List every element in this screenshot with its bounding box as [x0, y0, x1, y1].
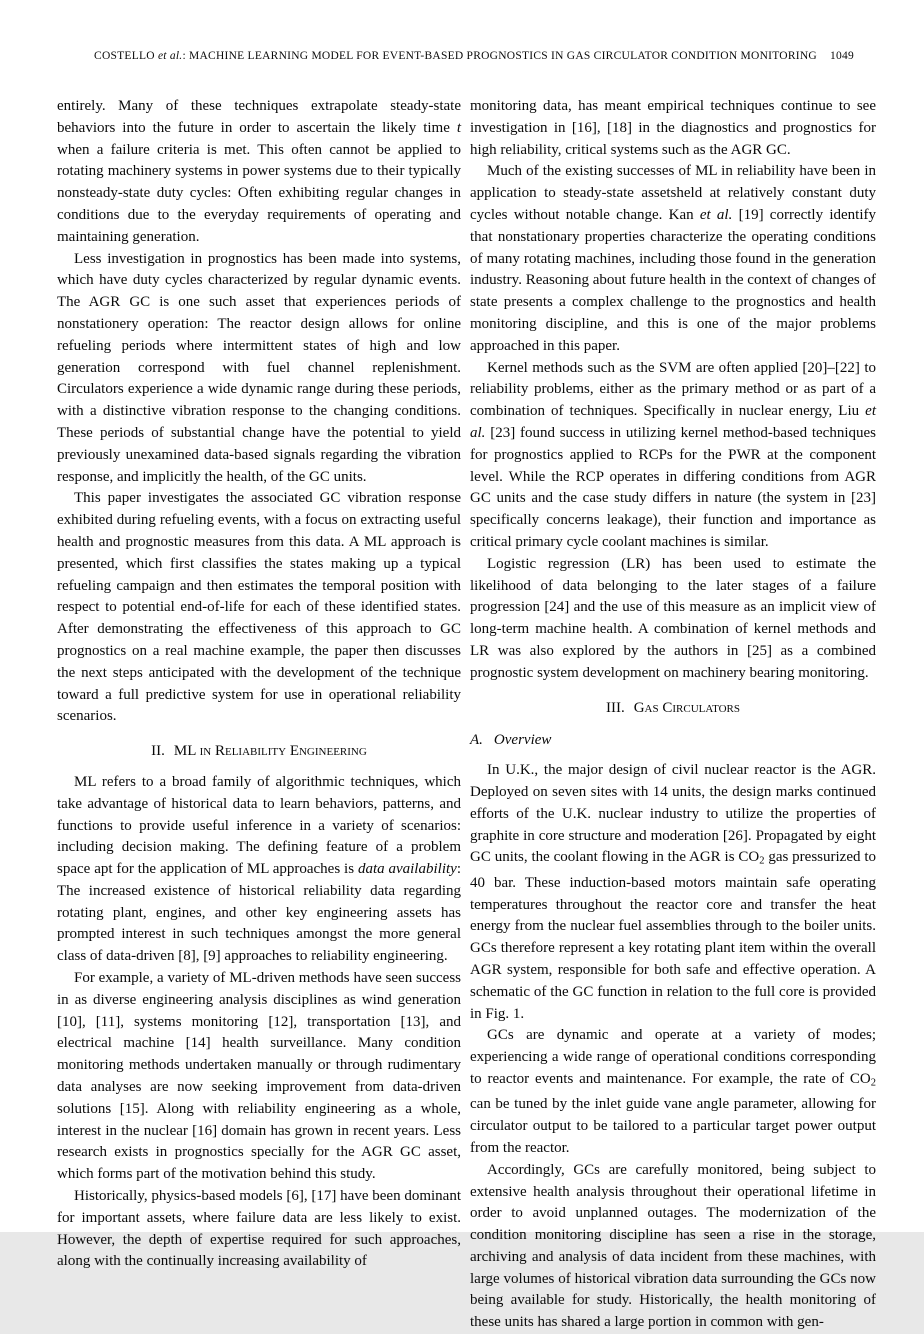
paragraph: This paper investigates the associated GC vibration response exhibited during refueling events, with a focus on extracting useful health and prognostic measures from this data. A ML approach is presented, which first classifies the states making up a typical refueling campaign and then estimates the temporal position with respect to potential end-of-life for each of these identified states. After demonstrating the effectiveness of this approach to GC prognostics on a real machine example, the paper then discusses the next steps anticipated with the development of the technique toward a full predictive system for use in operational reliability scenarios. [57, 490, 461, 725]
paragraph: Much of the existing successes of ML in reliability have been in application to steady-state assetsheld at relatively constant duty cycles without notable change. Kan et al. [19] correctly identify that nonstationary properties characterize the operating conditions of many rotating machines, including those found in the generation industry. Reasoning about future health in the context of changes of state presents a complex challenge to the prognostics and health monitoring discipline, and this is one of the major problems approached in this paper. [470, 163, 877, 354]
section-heading-iii [470, 698, 876, 720]
section-title: ML in Reliability Engineering [173, 743, 367, 760]
paragraph: GCs are dynamic and operate at a variety of modes; experiencing a wide range of operational conditions corresponding to reactor events and maintenance. For example, the rate of CO2 can be tuned by the inlet guide vane angle parameter, allowing for circulator output to be tailored to a particular target power output from the reactor. [470, 1027, 876, 1156]
paragraph: Historically, physics-based models [6], [17] have been dominant for important assets, where failure data are less likely to exist. However, the depth of expertise required for such approaches, along with the continually increasing availability of [57, 1188, 461, 1270]
subsection-heading-a [470, 730, 876, 752]
section-heading-ii [57, 741, 461, 763]
section-number: II. [151, 743, 165, 760]
column-right [470, 96, 876, 1334]
paragraph: Logistic regression (LR) has been used to estimate the likelihood of data belonging to the later stages of a failure progression [24] and the use of this measure as an implicit view of long-term machine health. A combination of kernel methods and LR was also explored by the authors in [25] as a combined prognostic system development on machinery bearing monitoring. [470, 555, 876, 681]
running-header-title: COSTELLO et al.: MACHINE LEARNING MODEL FOR EVENT-BASED PROGNOSTICS IN GAS CIRCULATOR CONDITION MONITORING [94, 50, 817, 62]
paragraph: ML refers to a broad family of algorithmic techniques, which take advantage of historical data to learn behaviors, patterns, and functions to provide useful inference in a variety of scenarios: including decision making. The defining feature of a problem space apt for the application of ML approaches is data availability: The increased existence of historical reliability data regarding rotating plant, engines, and other key engineering assets has prompted interest in such techniques amongst the more general class of data-driven [8], [9] approaches to reliability engineering. [57, 773, 461, 965]
running-header [57, 50, 854, 65]
page-number: 1049 [830, 50, 854, 62]
section-number: III. [605, 699, 625, 716]
paragraph: For example, a variety of ML-driven methods have seen success in as diverse engineering analysis disciplines as wind generation [10], [11], systems monitoring [12], transportation [13], and electrical machine [14] health surveillance. Many condition monitoring methods undertaken manually or through rudimentary data analyses are now seeking improvement from data-driven solutions [15]. Along with reliability engineering as a whole, interest in the nuclear [16] domain has grown in recent years. Less research exists in prognostics specially for the AGR GC asset, which forms part of the motivation behind this study. [57, 970, 461, 1183]
paragraph: entirely. Many of these techniques extrapolate steady-state behaviors into the future in order to ascertain the likely time t when a failure criteria is met. This often cannot be applied to rotating machinery systems in power systems due to their typically nonsteady-state duty cycles: Often exhibiting regular changes in conditions due to the everyday requirements of operating and maintaining generation. [57, 98, 461, 245]
subsection-title: Overview [493, 732, 552, 749]
paragraph: Kernel methods such as the SVM are often applied [20]–[22] to reliability problems, either as the primary method or as part of a combination of techniques. Specifically in nuclear energy, Liu et al. [23] found success in utilizing kernel method-based techniques for prognostics applied to RCPs for the PWR at the component level. While the RCP operates in differing conditions from AGR GC units and the case study differs in nature (the system in [23] specifically concerns leakage), their function and importance as critical primary cycle coolant machines is similar. [470, 359, 876, 550]
section-title: Gas Circulators [633, 699, 741, 716]
paragraph: Less investigation in prognostics has been made into systems, which have duty cycles characterized by regular dynamic events. The AGR GC is one such asset that experiences periods of nonstationery operation: The reactor design allows for online refueling periods where intermittent states of high and low generation correspond with fuel channel replenishment. Circulators experience a wide dynamic range during these periods, with a distinctive vibration response to the changing conditions. These periods of substantial change have the potential to yield previously unexamined data-based signals regarding the vibration response, and implicitly the health, of the GC units. [57, 250, 461, 485]
paragraph: Accordingly, GCs are carefully monitored, being subject to extensive health analysis throughout their operational lifetime in order to avoid unplanned outages. The modernization of the condition monitoring discipline has seen a rise in the storage, archiving and analysis of data incident from these machines, with large volumes of historical vibration data surrounding the GCs now being available for study. Historically, the health monitoring of these units has shared a large portion in common with gen- [470, 1161, 876, 1331]
subsection-number: A. [470, 732, 483, 749]
column-left [57, 96, 461, 1273]
paragraph: In U.K., the major design of civil nuclear reactor is the AGR. Deployed on seven sites with 14 units, the design marks continued efforts of the U.K. nuclear industry to utilize the properties of graphite in core structure and moderation [26]. Propagated by eight GC units, the coolant flowing in the AGR is CO2 gas pressurized to 40 bar. These induction-based motors maintain safe operating temperatures throughout the reactor core and transfer the heat energy from the nuclear fuel assemblies through to the boiler units. GCs therefore represent a key rotating plant item within the overall AGR system, responsible for both safe and effective operation. A schematic of the GC function in relation to the full core is provided in Fig. 1. [470, 762, 877, 1022]
paragraph: monitoring data, has meant empirical techniques continue to see investigation in [16], [18] in the diagnostics and prognostics for high reliability, critical systems such as the AGR GC. [470, 98, 876, 158]
